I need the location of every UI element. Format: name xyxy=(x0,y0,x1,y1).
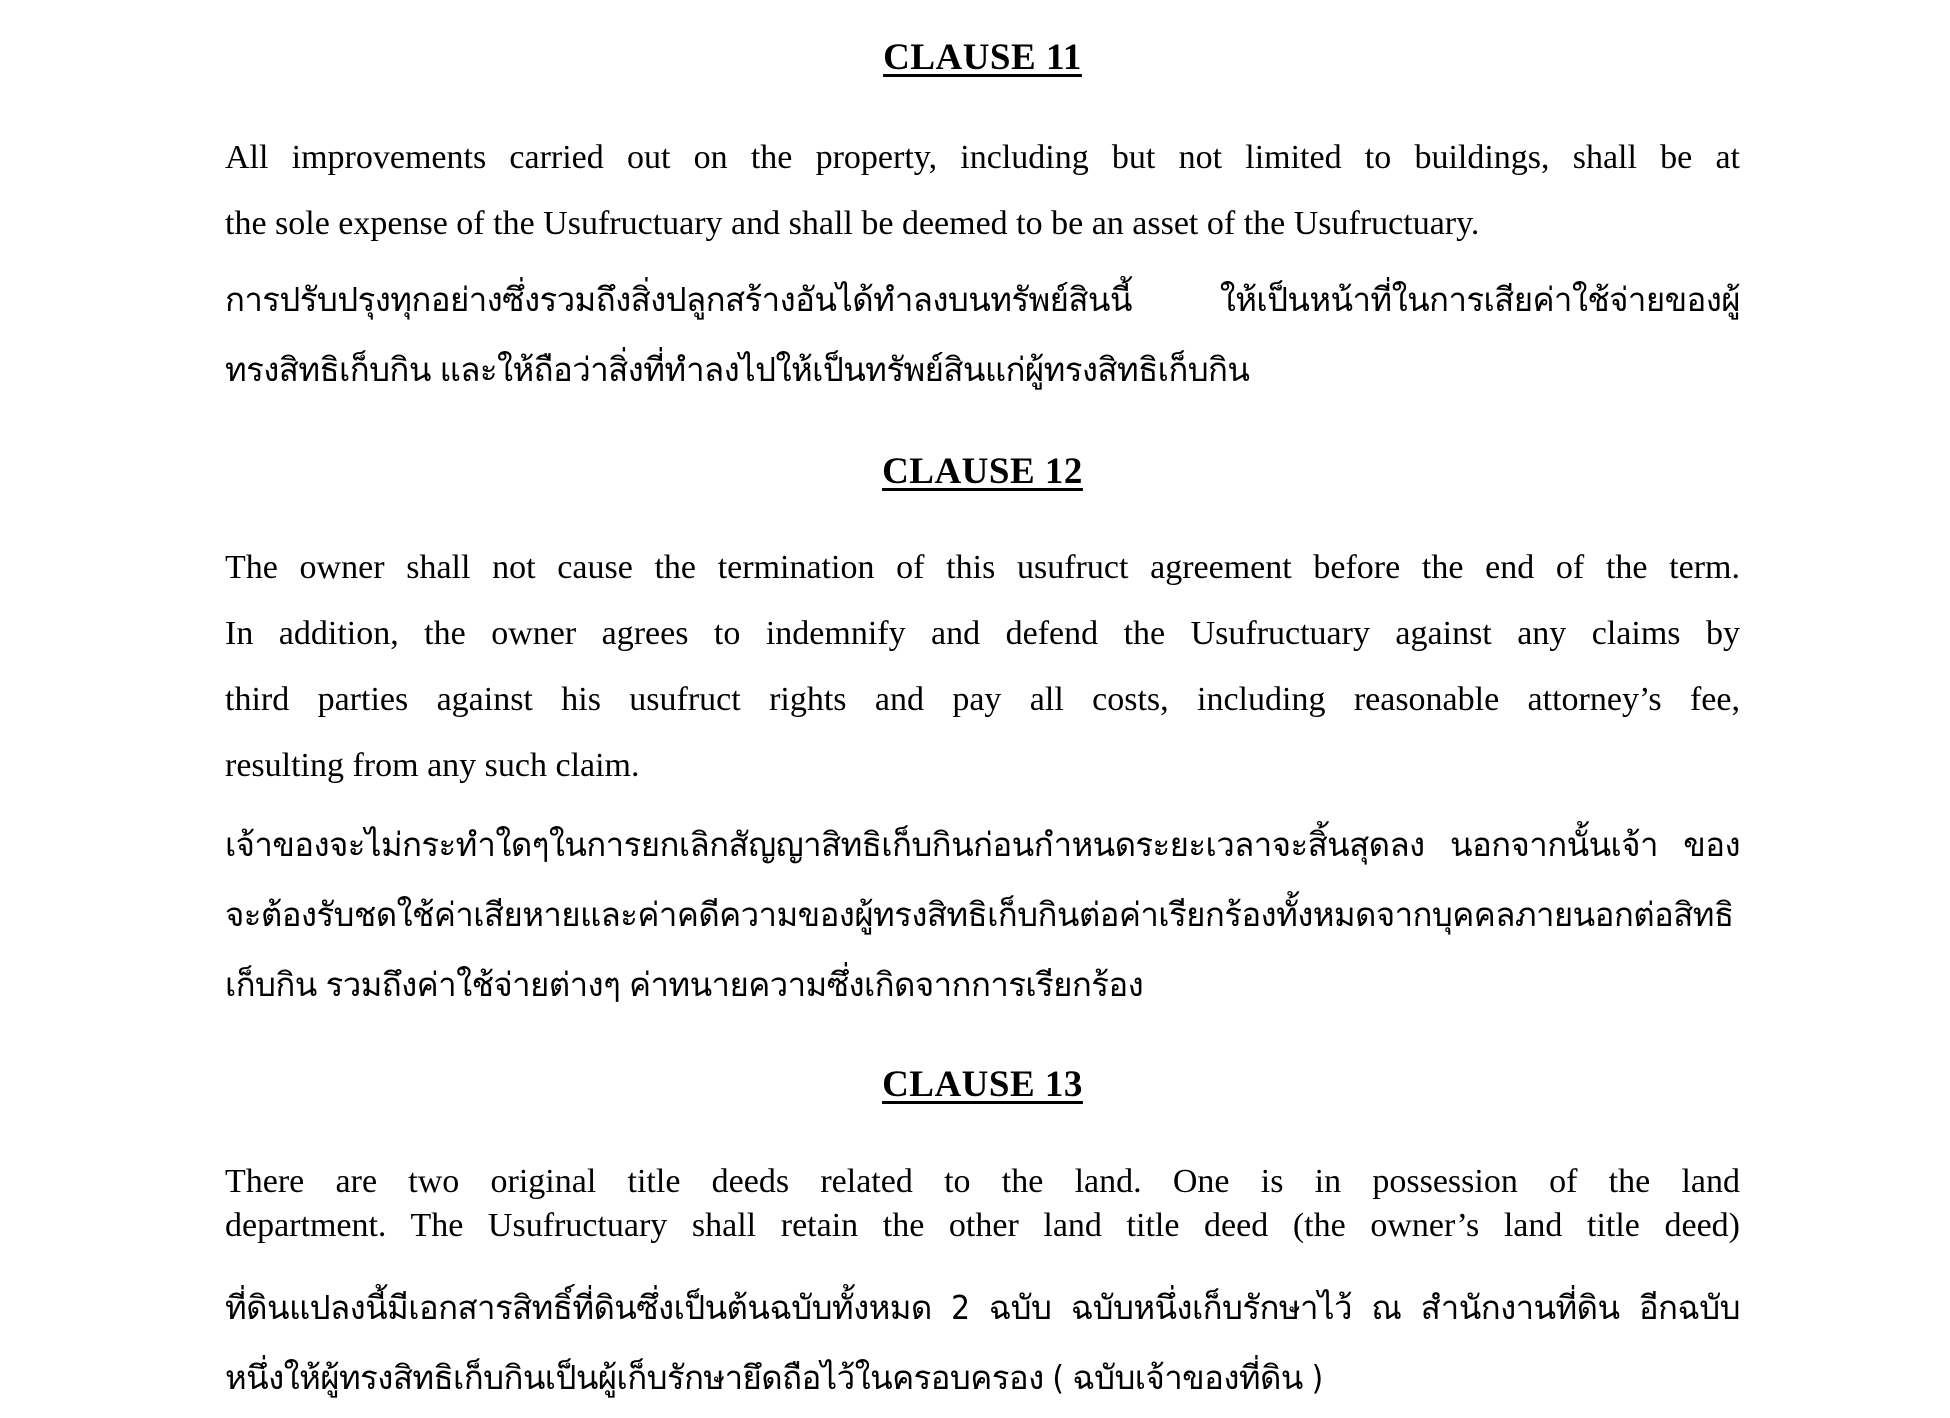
text-line: เก็บกิน รวมถึงค่าใช้จ่ายต่างๆ ค่าทนายความซึ่งเกิดจากการเรียกร้อง xyxy=(225,965,1144,1004)
clause-12-thai-paragraph xyxy=(225,810,1740,1020)
text-line: There are two original title deeds related to the land. One is in possession of the land xyxy=(225,1163,1740,1200)
clause-11-english-paragraph xyxy=(225,125,1740,257)
clause-12-english-paragraph xyxy=(225,535,1740,799)
text-line: third parties against his usufruct rights and pay all costs, including reasonable attorney’s fee, xyxy=(225,681,1740,718)
clause-13-thai-paragraph xyxy=(225,1273,1740,1413)
text-line: การปรับปรุงทุกอย่างซึ่งรวมถึงสิ่งปลูกสร้างอันได้ทำลงบนทรัพย์สินนี้ ให้เป็นหน้าที่ในการเสียค่าใช้จ่ายของผู้ xyxy=(225,280,1740,319)
clause-11-thai-paragraph xyxy=(225,265,1740,405)
clause-12-heading: CLAUSE 12 xyxy=(882,451,1083,492)
text-line: ทรงสิทธิเก็บกิน และให้ถือว่าสิ่งที่ทำลงไปให้เป็นทรัพย์สินแก่ผู้ทรงสิทธิเก็บกิน xyxy=(225,350,1250,389)
text-line: The owner shall not cause the termination of this usufruct agreement before the end of the term. xyxy=(225,549,1740,586)
text-line: resulting from any such claim. xyxy=(225,747,640,784)
clause-11-heading: CLAUSE 11 xyxy=(883,37,1082,78)
text-line: In addition, the owner agrees to indemnify and defend the Usufructuary against any claims by xyxy=(225,615,1740,652)
text-line: เจ้าของจะไม่กระทำใดๆในการยกเลิกสัญญาสิทธิเก็บกินก่อนกำหนดระยะเวลาจะสิ้นสุดลง นอกจากนั้นเจ้า ของ xyxy=(225,825,1740,864)
text-line: department. The Usufructuary shall retain the other land title deed (the owner’s land title deed) xyxy=(225,1207,1740,1244)
text-line: หนึ่งให้ผู้ทรงสิทธิเก็บกินเป็นผู้เก็บรักษายึดถือไว้ในครอบครอง ( ฉบับเจ้าของที่ดิน ) xyxy=(225,1358,1323,1397)
text-line: ที่ดินแปลงนี้มีเอกสารสิทธิ์ที่ดินซึ่งเป็นต้นฉบับทั้งหมด 2 ฉบับ ฉบับหนึ่งเก็บรักษาไว้ ณ สำนักงานที่ดิน อีกฉบับ xyxy=(225,1288,1740,1327)
text-line: All improvements carried out on the property, including but not limited to buildings, shall be at xyxy=(225,139,1740,176)
text-line: จะต้องรับชดใช้ค่าเสียหายและค่าคดีความของผู้ทรงสิทธิเก็บกินต่อค่าเรียกร้องทั้งหมดจากบุคคลภายนอกต่อสิทธิ xyxy=(225,895,1734,934)
clause-13-english-paragraph xyxy=(225,1160,1740,1248)
text-line: the sole expense of the Usufructuary and shall be deemed to be an asset of the Usufructuary. xyxy=(225,205,1480,242)
clause-13-heading: CLAUSE 13 xyxy=(882,1064,1083,1105)
